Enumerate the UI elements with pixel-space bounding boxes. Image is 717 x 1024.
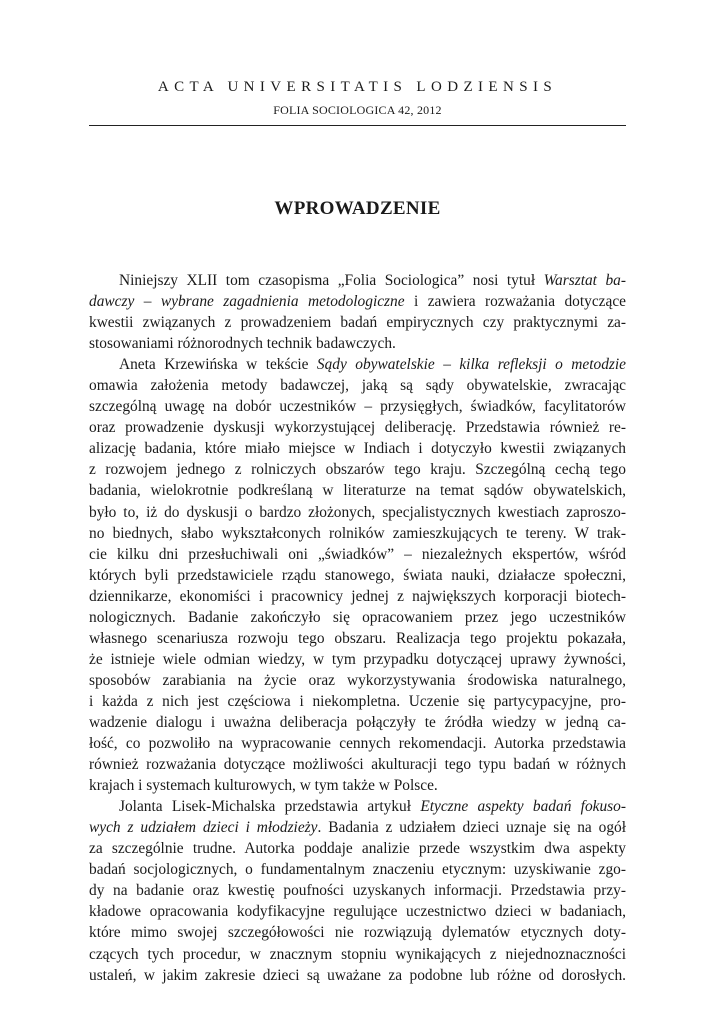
text-segment: ustaleń, w jakim zakresie dzieci są uważane za podobne lub różne od dorosłych. xyxy=(89,966,626,984)
journal-volume: FOLIA SOCIOLOGICA 42, 2012 xyxy=(273,103,442,117)
page-title: WPROWADZENIE xyxy=(274,198,441,219)
paragraph-line xyxy=(89,880,626,901)
paragraph-line xyxy=(89,712,626,733)
paragraph-line xyxy=(89,459,626,480)
paragraph-line xyxy=(89,628,626,649)
text-segment: oraz prowadzenie dyskusji wykorzystującej deliberację. Przedstawia również re- xyxy=(89,419,626,437)
paragraph-line xyxy=(89,354,626,375)
text-segment: kwestii związanych z prowadzeniem badań empirycznych czy praktycznymi za- xyxy=(89,314,626,332)
italic-title-segment: Sądy obywatelskie – kilka refleksji o metodzie xyxy=(316,356,626,374)
paragraph-line xyxy=(89,649,626,670)
paragraph-line xyxy=(89,312,626,333)
paragraph-line xyxy=(89,417,626,438)
paragraph-line xyxy=(89,754,626,775)
text-segment: których byli przedstawiciele rządu stanowego, świata nauki, działacze społeczni, xyxy=(89,566,626,584)
paragraph-line xyxy=(89,270,626,291)
paragraph-line xyxy=(89,817,626,838)
text-segment: szczególną uwagę na dobór uczestników – przysięgłych, świadków, facylitatorów xyxy=(89,398,626,416)
text-segment: krajach i systemach kulturowych, w tym także w Polsce. xyxy=(89,777,438,795)
text-segment: badania, wielokrotnie podkreślaną w literaturze na temat sądów obywatelskich, xyxy=(89,482,626,500)
paragraph-line xyxy=(89,438,626,459)
paragraph-line xyxy=(89,291,626,312)
paragraph-line xyxy=(89,965,626,986)
paragraph-line xyxy=(89,670,626,691)
paragraph-line xyxy=(89,775,626,796)
text-segment: i zawiera rozważania dotyczące xyxy=(404,293,627,311)
text-segment: dy na badanie oraz kwestię poufności uzyskanych informacji. Przedstawia przy- xyxy=(89,882,626,900)
text-segment: kładowe opracowania kodyfikacyjne regulujące uczestnictwo dzieci w badaniach, xyxy=(89,903,626,921)
paragraph-line xyxy=(89,922,626,943)
text-segment: że istnieje wiele odmian wiedzy, w tym przypadku dotyczącej uprawy żywności, xyxy=(89,650,626,668)
text-segment: własnego scenariusza rozwoju tego obszaru. Realizacja tego projektu pokazała, xyxy=(89,629,626,647)
text-segment: również rozważania dotyczące możliwości akulturacji tego typu badań w różnych xyxy=(89,756,626,774)
text-segment: . Badania z udziałem dzieci uznaje się na ogół xyxy=(317,819,626,837)
text-segment: Niniejszy XLII tom czasopisma „Folia Sociologica” nosi tytuł xyxy=(119,272,544,289)
paragraph-line xyxy=(89,333,626,354)
text-segment: Jolanta Lisek-Michalska przedstawia artykuł xyxy=(119,798,421,816)
body-text xyxy=(89,270,626,986)
text-segment: alizację badania, które miało miejsce w Indiach i dotyczyło kwestii związanych xyxy=(89,440,626,458)
text-segment: omawia założenia metody badawczej, jaką są sądy obywatelskie, zwracając xyxy=(89,377,626,395)
paragraph-line xyxy=(89,375,626,396)
text-segment: stosowaniami różnorodnych technik badawczych. xyxy=(89,335,396,353)
header-rule xyxy=(89,125,626,126)
paragraph-line xyxy=(89,607,626,628)
paragraph-line xyxy=(89,523,626,544)
text-segment: dziennikarze, ekonomiści i pracownicy jednej z największych korporacji biotech- xyxy=(89,587,626,605)
text-segment: no biednych, słabo wykształconych rolników zamieszkujących te tereny. W trak- xyxy=(89,524,626,542)
paragraph-line xyxy=(89,733,626,754)
paragraph-line xyxy=(89,944,626,965)
text-segment: Aneta Krzewińska w tekście xyxy=(119,356,317,374)
text-segment: sposobów zarabiania na życie oraz wykorzystywania środowiska naturalnego, xyxy=(89,671,626,689)
italic-title-segment: dawczy – wybrane zagadnienia metodologiczne xyxy=(89,293,405,311)
paragraph-line xyxy=(89,838,626,859)
paragraph-line xyxy=(89,859,626,880)
italic-title-segment: Warsztat ba- xyxy=(543,272,626,289)
paragraph-line xyxy=(89,544,626,565)
text-segment: badań socjologicznych, o fundamentalnym znaczeniu etycznym: uzyskiwanie zgo- xyxy=(89,861,626,879)
text-segment: które mimo swojej szczegółowości nie rozwiązują dylematów etycznych doty- xyxy=(89,924,626,942)
journal-name: ACTA UNIVERSITATIS LODZIENSIS xyxy=(157,79,558,95)
text-segment: było to, iż do dyskusji o bardzo złożonych, specjalistycznych kwestiach zaproszo- xyxy=(89,503,626,521)
text-segment: za szczególnie trudne. Autorka poddaje analizie przede wszystkim dwa aspekty xyxy=(89,840,626,858)
text-segment: cie kilku dni przesłuchiwali oni „świadków” – niezależnych ekspertów, wśród xyxy=(89,545,626,563)
text-segment: i każda z nich jest częściowa i niekompletna. Uczenie się partycypacyjne, pro- xyxy=(89,692,626,710)
text-segment: czących tych procedur, w znacznym stopniu wynikających z niejednoznaczności xyxy=(89,945,626,963)
paragraph-line xyxy=(89,480,626,501)
paragraph-line xyxy=(89,586,626,607)
paragraph-line xyxy=(89,796,626,817)
text-segment: nologicznych. Badanie zakończyło się opracowaniem przez jego uczestników xyxy=(89,608,626,626)
paragraph-line xyxy=(89,691,626,712)
paragraph-line xyxy=(89,901,626,922)
text-segment: z rozwojem jednego z rolniczych obszarów tego kraju. Szczególną cechą tego xyxy=(89,461,626,479)
paragraph-line xyxy=(89,565,626,586)
italic-title-segment: wych z udziałem dzieci i młodzieży xyxy=(89,819,318,837)
running-head xyxy=(89,80,626,116)
italic-title-segment: Etyczne aspekty badań fokuso- xyxy=(420,798,626,816)
paragraph-line xyxy=(89,396,626,417)
paragraph-line xyxy=(89,502,626,523)
text-segment: łość, co pozwoliło na wypracowanie cennych rekomendacji. Autorka przedstawia xyxy=(89,735,626,753)
text-segment: wadzenie dialogu i uważna deliberacja połączyły te źródła wiedzy w jedną ca- xyxy=(89,713,626,731)
